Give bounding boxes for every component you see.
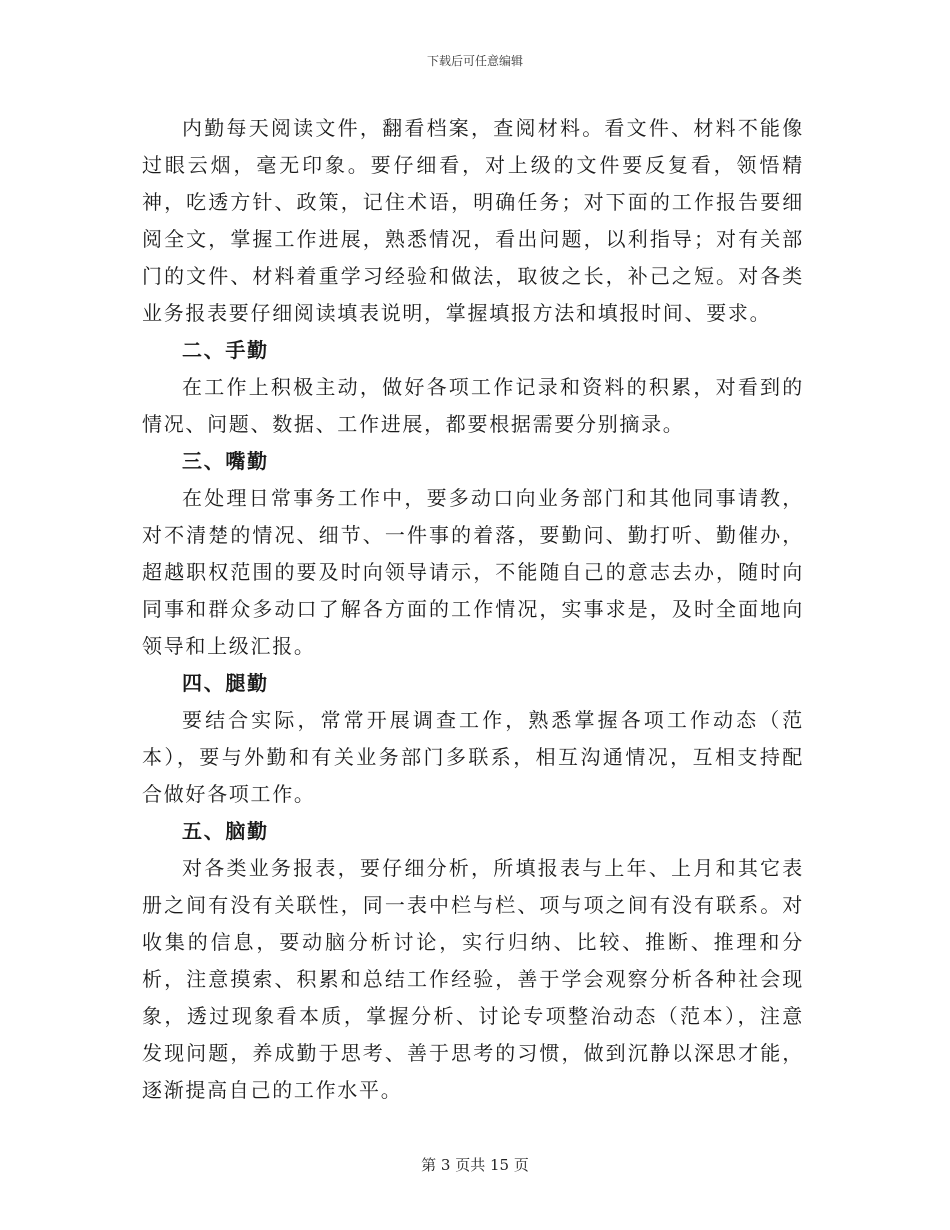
page-header: 下载后可任意编辑 bbox=[426, 54, 523, 68]
paragraph-brain: 对各类业务报表，要仔细分析，所填报表与上年、上月和其它表册之间有没有关联性，同一表中栏与栏、项与项之间有没有联系。对收集的信息，要动脑分析讨论，实行归纳、比较、推断、推理和分析，注意摸索、积累和总结工作经验，善于学会观察分析各种社会现象，透过现象看本质，掌握分析、讨论专项整治动态（范本），注意发现问题，养成勤于思考、善于思考的习惯，做到沉静以深思才能，逐渐提高自己的工作水平。 bbox=[142, 856, 804, 1102]
page-footer: 第 3 页共 15 页 bbox=[421, 1156, 529, 1174]
paragraph-intro: 内勤每天阅读文件，翻看档案，查阅材料。看文件、材料不能像过眼云烟，毫无印象。要仔细看，对上级的文件要反复看，领悟精神，吃透方针、政策，记住术语，明确任务；对下面的工作报告要细阅全文，掌握工作进展，熟悉情况，看出问题，以利指导；对有关部门的文件、材料着重学习经验和做法，取彼之长，补己之短。对各类业务报表要仔细阅读填表说明，掌握填报方法和填报时间、要求。 bbox=[142, 116, 804, 325]
section-heading-brain: 五、脑勤 bbox=[182, 819, 269, 843]
paragraph-hand: 在工作上积极主动，做好各项工作记录和资料的积累，对看到的情况、问题、数据、工作进展，都要根据需要分别摘录。 bbox=[142, 375, 804, 436]
section-heading-mouth: 三、嘴勤 bbox=[182, 449, 269, 473]
section-heading-leg: 四、腿勤 bbox=[182, 671, 269, 695]
paragraph-leg: 要结合实际，常常开展调查工作，熟悉掌握各项工作动态（范本），要与外勤和有关业务部门多联系，相互沟通情况，互相支持配合做好各项工作。 bbox=[142, 708, 804, 806]
section-heading-hand: 二、手勤 bbox=[182, 338, 269, 362]
paragraph-mouth: 在处理日常事务工作中，要多动口向业务部门和其他同事请教，对不清楚的情况、细节、一件事的着落，要勤问、勤打听、勤催办，超越职权范围的要及时向领导请示，不能随自己的意志去办，随时向同事和群众多动口了解各方面的工作情况，实事求是，及时全面地向领导和上级汇报。 bbox=[142, 486, 804, 658]
document-body bbox=[142, 110, 804, 1109]
